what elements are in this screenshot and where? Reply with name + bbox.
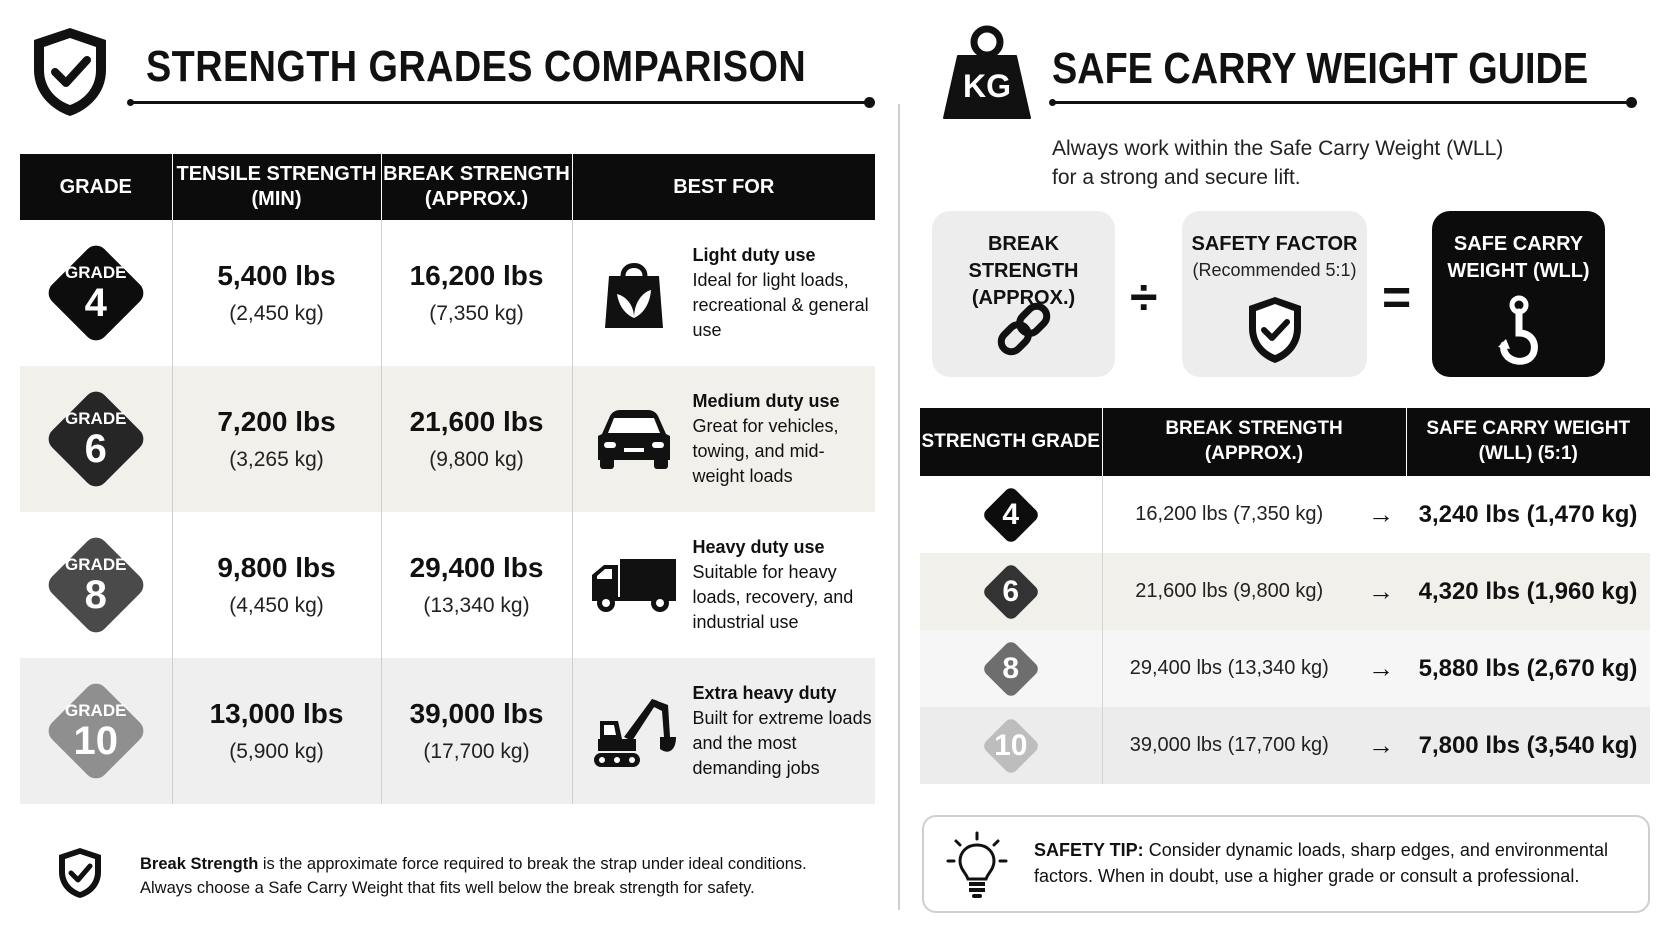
break-kg: (7,350 kg) xyxy=(429,302,524,325)
best-for-title: Medium duty use xyxy=(692,391,840,411)
column-header: BEST FOR xyxy=(572,154,875,220)
arrow-right-icon: → xyxy=(1368,499,1394,529)
guide-title: SAFE CARRY WEIGHT GUIDE xyxy=(1052,44,1589,93)
safe-carry-weight-table xyxy=(920,408,1650,784)
note-text xyxy=(140,852,807,900)
best-for-cell xyxy=(572,366,875,512)
break-strength-value: 16,200 lbs (7,350 kg) xyxy=(1135,503,1324,525)
tensile-kg: (3,265 kg) xyxy=(229,448,324,471)
excavator-icon xyxy=(590,691,678,771)
best-for-desc: Built for extreme loads and the most demanding jobs xyxy=(692,708,872,778)
table-row xyxy=(20,512,875,658)
wll-value: 4,320 lbs (1,960 kg) xyxy=(1418,577,1638,605)
tensile-lbs: 9,800 lbs xyxy=(217,552,336,583)
guide-subtitle: Always work within the Safe Carry Weight (WLL) for a strong and secure lift. xyxy=(1052,137,1504,189)
grade-badge xyxy=(41,676,151,786)
safe-carry-weight-box: SAFE CARRY WEIGHT (WLL) xyxy=(1432,211,1605,377)
note-line1: is the approximate force required to break the strap under ideal conditions. xyxy=(258,855,807,873)
tensile-cell xyxy=(172,512,381,658)
table-row xyxy=(920,630,1650,707)
note-line2: Always choose a Safe Carry Weight that fits well below the break strength for safety. xyxy=(140,879,755,897)
kg-icon-label: KG xyxy=(963,68,1011,104)
car-icon xyxy=(594,408,674,470)
arrow-right-icon: → xyxy=(1368,730,1394,760)
safety-factor-box: SAFETY FACTOR (Recommended 5:1) xyxy=(1182,211,1367,377)
break-strength-note xyxy=(56,846,856,906)
strength-grades-table xyxy=(20,154,875,804)
table-row xyxy=(920,476,1650,553)
break-cell xyxy=(381,220,572,366)
table-header-row xyxy=(20,154,875,220)
tensile-cell xyxy=(172,220,381,366)
wll-value: 3,240 lbs (1,470 kg) xyxy=(1418,500,1638,528)
break-lbs: 16,200 lbs xyxy=(409,260,544,291)
grade-badge xyxy=(976,711,1046,781)
break-lbs: 29,400 lbs xyxy=(409,552,544,583)
safety-tip-text: SAFETY TIP: Consider dynamic loads, sharp edges, and environmental factors. When in doubt, use a higher grade or consult a professional. xyxy=(1034,840,1608,886)
break-cell xyxy=(381,366,572,512)
break-kg: (9,800 kg) xyxy=(429,448,524,471)
best-for-desc: Suitable for heavy loads, recovery, and industrial use xyxy=(692,562,854,632)
grade-label: GRADE xyxy=(65,408,127,428)
chain-link-icon xyxy=(992,297,1056,361)
break-strength-box: BREAK STRENGTH (APPROX.) xyxy=(932,211,1115,377)
grade-cell xyxy=(20,658,172,804)
table-header-row xyxy=(920,408,1650,476)
tensile-kg: (5,900 kg) xyxy=(229,740,324,763)
column-header: TENSILE STRENGTH (MIN) xyxy=(172,154,381,220)
grade-label: GRADE xyxy=(65,700,127,720)
best-for-title: Light duty use xyxy=(692,245,816,265)
best-for-title: Heavy duty use xyxy=(692,537,825,557)
title-underline xyxy=(1052,101,1632,104)
tensile-kg: (4,450 kg) xyxy=(229,594,324,617)
break-lbs: 21,600 lbs xyxy=(409,406,544,437)
grade-badge xyxy=(976,634,1046,704)
shopping-bag-leaf-icon xyxy=(603,256,665,330)
grade-badge xyxy=(41,530,151,640)
kg-weight-icon xyxy=(942,24,1032,120)
shield-check-icon xyxy=(28,24,112,120)
grade-number: 4 xyxy=(1002,497,1020,531)
safety-tip-box xyxy=(922,815,1650,913)
best-for-cell xyxy=(572,658,875,804)
table-row xyxy=(920,553,1650,630)
wll-value: 5,880 lbs (2,670 kg) xyxy=(1418,654,1638,682)
break-cell xyxy=(381,658,572,804)
break-lbs: 39,000 lbs xyxy=(409,698,544,729)
grade-label: GRADE xyxy=(65,554,127,574)
grade-cell xyxy=(20,366,172,512)
grade-cell xyxy=(20,512,172,658)
table-row xyxy=(20,366,875,512)
tensile-cell xyxy=(172,658,381,804)
tensile-lbs: 13,000 lbs xyxy=(209,698,344,729)
grade-number: 10 xyxy=(994,728,1028,762)
strength-grades-panel xyxy=(20,0,875,941)
table-row xyxy=(20,658,875,804)
divide-operator: ÷ xyxy=(1130,269,1158,325)
column-header: BREAK STRENGTH (APPROX.) xyxy=(1102,408,1406,476)
panel-divider xyxy=(898,104,900,910)
grade-number: 10 xyxy=(73,718,118,763)
tensile-kg: (2,450 kg) xyxy=(229,302,324,325)
break-kg: (13,340 kg) xyxy=(423,594,530,617)
grade-badge xyxy=(41,384,151,494)
title-underline xyxy=(130,101,870,104)
crane-hook-icon xyxy=(1494,295,1544,367)
arrow-right-icon: → xyxy=(1368,576,1394,606)
break-strength-value: 39,000 lbs (17,700 kg) xyxy=(1129,734,1329,756)
best-for-cell xyxy=(572,512,875,658)
best-for-cell xyxy=(572,220,875,366)
safety-tip-label: SAFETY TIP: xyxy=(1034,840,1144,860)
grade-number: 8 xyxy=(1002,651,1020,685)
tensile-lbs: 5,400 lbs xyxy=(217,260,336,291)
lightbulb-icon xyxy=(946,831,1008,901)
page-title: STRENGTH GRADES COMPARISON xyxy=(146,42,807,91)
grade-number: 4 xyxy=(84,280,107,325)
break-kg: (17,700 kg) xyxy=(423,740,530,763)
column-header: GRADE xyxy=(20,154,172,220)
table-row xyxy=(20,220,875,366)
note-bold: Break Strength xyxy=(140,855,259,873)
safe-carry-weight-panel xyxy=(920,0,1655,941)
truck-icon xyxy=(590,557,678,613)
table-row xyxy=(920,707,1650,784)
grade-badge xyxy=(976,557,1046,627)
grade-number: 8 xyxy=(84,572,107,617)
column-header: SAFE CARRY WEIGHT (WLL) (5:1) xyxy=(1406,408,1650,476)
grade-number: 6 xyxy=(1002,574,1020,608)
grade-label: GRADE xyxy=(65,262,127,282)
break-strength-value: 21,600 lbs (9,800 kg) xyxy=(1135,580,1324,602)
shield-check-icon xyxy=(1245,295,1305,365)
column-header: STRENGTH GRADE xyxy=(920,408,1102,476)
equals-operator: = xyxy=(1382,269,1412,325)
grade-badge xyxy=(976,480,1046,550)
grade-badge xyxy=(41,238,151,348)
break-cell xyxy=(381,512,572,658)
grade-number: 6 xyxy=(84,426,107,471)
column-header: BREAK STRENGTH (APPROX.) xyxy=(381,154,572,220)
arrow-right-icon: → xyxy=(1368,653,1394,683)
tensile-cell xyxy=(172,366,381,512)
shield-check-icon xyxy=(56,846,104,900)
best-for-desc: Ideal for light loads, recreational & general use xyxy=(692,270,869,340)
wll-value: 7,800 lbs (3,540 kg) xyxy=(1418,731,1638,759)
break-strength-value: 29,400 lbs (13,340 kg) xyxy=(1129,657,1329,679)
best-for-desc: Great for vehicles, towing, and mid-weight loads xyxy=(692,416,839,486)
grade-cell xyxy=(20,220,172,366)
best-for-title: Extra heavy duty xyxy=(692,683,837,703)
tensile-lbs: 7,200 lbs xyxy=(217,406,336,437)
